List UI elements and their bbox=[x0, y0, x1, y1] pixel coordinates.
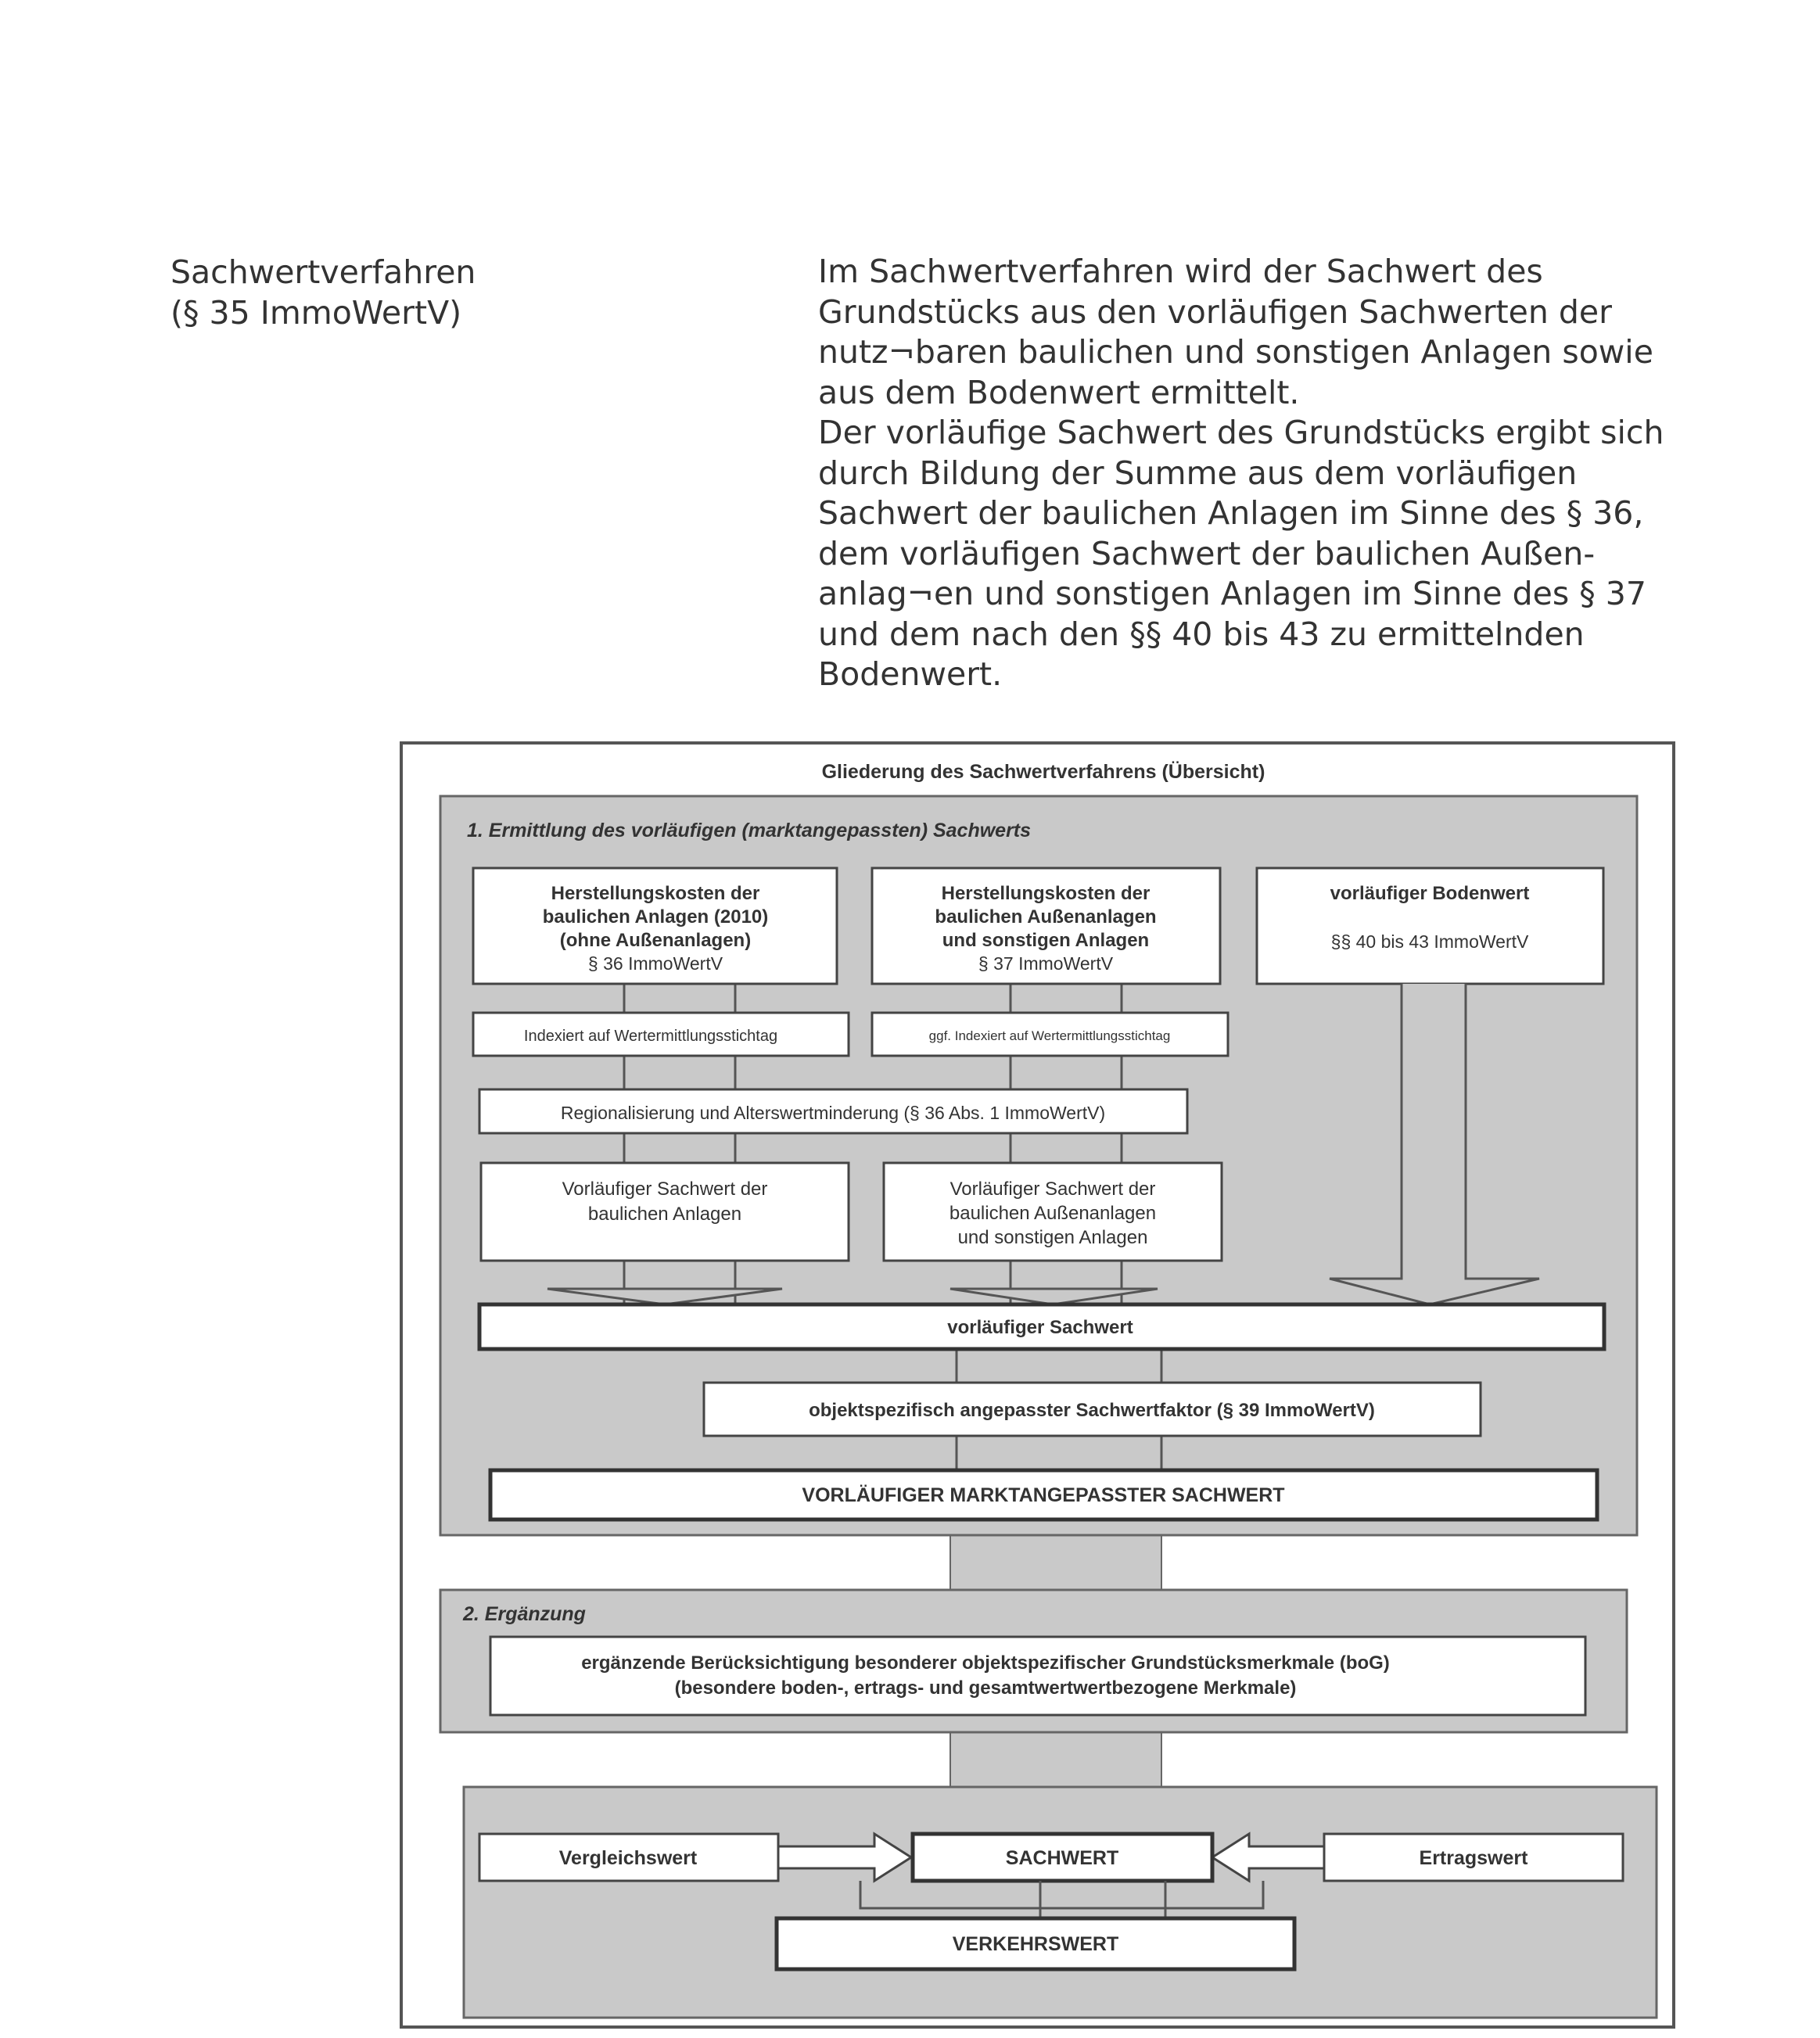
description-line: anlag¬en und sonstigen Anlagen im Sinne des § 37 bbox=[818, 575, 1646, 612]
box-vorl-sachwert-bauliche-line: Vorläufiger Sachwert der bbox=[562, 1179, 768, 1200]
box-ergaenzung-line: ergänzende Berücksichtigung besonderer objektspezifischer Grundstücksmerkmale (boG) bbox=[581, 1652, 1390, 1674]
description-line: aus dem Bodenwert ermittelt. bbox=[818, 373, 1300, 411]
box-herstellung-bauliche-line: (ohne Außenanlagen) bbox=[559, 930, 752, 951]
description-line: Bodenwert. bbox=[818, 655, 1003, 693]
description-line: Sachwert der baulichen Anlagen im Sinne des § 36, bbox=[818, 494, 1644, 532]
description-line: nutz¬baren baulichen und sonstigen Anlagen sowie bbox=[818, 333, 1653, 371]
box-herstellung-bauliche-line: baulichen Anlagen (2010) bbox=[542, 906, 769, 928]
box-vorlaeufiger-sachwert-label: vorläufiger Sachwert bbox=[947, 1317, 1133, 1338]
box-indexiert-label: Indexiert auf Wertermittlungsstichtag bbox=[523, 1028, 778, 1045]
box-vergleichswert-label: Vergleichswert bbox=[558, 1847, 698, 1869]
box-vorl-sachwert-bauliche-line: baulichen Anlagen bbox=[587, 1204, 742, 1225]
heading-reference: (§ 35 ImmoWertV) bbox=[171, 294, 462, 332]
heading-title: Sachwertverfahren bbox=[171, 253, 476, 291]
box-verkehrswert-label: VERKEHRSWERT bbox=[952, 1933, 1119, 1955]
box-bodenwert-title: vorläufiger Bodenwert bbox=[1330, 883, 1530, 904]
box-ertragswert-label: Ertragswert bbox=[1419, 1847, 1528, 1869]
box-herstellung-aussen-line: baulichen Außenanlagen bbox=[935, 906, 1157, 928]
box-marktangepasst-label: VORLÄUFIGER MARKTANGEPASSTER SACHWERT bbox=[802, 1484, 1285, 1506]
box-ergaenzung bbox=[490, 1637, 1585, 1715]
box-bodenwert-reference: §§ 40 bis 43 ImmoWertV bbox=[1330, 931, 1529, 952]
box-ergaenzung-line: (besondere boden-, ertrags- und gesamtwertwertbezogene Merkmale) bbox=[674, 1677, 1297, 1699]
description-line: dem vorläufigen Sachwert der baulichen Außen- bbox=[818, 534, 1596, 572]
box-herstellung-aussen-line: § 37 ImmoWertV bbox=[978, 953, 1114, 974]
box-herstellung-bauliche-line: Herstellungskosten der bbox=[551, 883, 760, 904]
box-sachwert-label: SACHWERT bbox=[1005, 1847, 1119, 1869]
description-line: durch Bildung der Summe aus dem vorläufigen bbox=[818, 454, 1578, 492]
diagram-title: Gliederung des Sachwertverfahrens (Übersicht) bbox=[821, 761, 1265, 783]
box-vorl-sachwert-aussen-line: Vorläufiger Sachwert der bbox=[949, 1179, 1156, 1200]
description-line: Der vorläufige Sachwert des Grundstücks ergibt sich bbox=[818, 414, 1664, 451]
description-line: Im Sachwertverfahren wird der Sachwert des bbox=[818, 253, 1543, 290]
description-line: Grundstücks aus den vorläufigen Sachwerten der bbox=[818, 292, 1613, 331]
section2-title: 2. Ergänzung bbox=[463, 1603, 586, 1625]
section3-panel bbox=[464, 1787, 1657, 2018]
box-indexiert-ggf-label: ggf. Indexiert auf Wertermittlungsstichtag bbox=[928, 1028, 1171, 1043]
box-vorl-sachwert-aussen-line: und sonstigen Anlagen bbox=[957, 1227, 1148, 1248]
box-regionalisierung-label: Regionalisierung und Alterswertminderung (§ 36 Abs. 1 ImmoWertV) bbox=[560, 1103, 1106, 1123]
connector-section1-section2 bbox=[950, 1535, 1161, 1590]
box-herstellung-aussen-line: Herstellungskosten der bbox=[941, 883, 1151, 904]
section1-title: 1. Ermittlung des vorläufigen (marktangepassten) Sachwerts bbox=[467, 820, 1032, 841]
box-herstellung-bauliche-line: § 36 ImmoWertV bbox=[587, 953, 723, 974]
box-sachwertfaktor-label: objektspezifisch angepasster Sachwertfaktor (§ 39 ImmoWertV) bbox=[809, 1400, 1375, 1421]
box-vorl-sachwert-aussen-line: baulichen Außenanlagen bbox=[949, 1203, 1157, 1224]
description-line: und dem nach den §§ 40 bis 43 zu ermittelnden bbox=[818, 615, 1585, 653]
connector-section2-section3 bbox=[950, 1732, 1161, 1787]
box-herstellung-aussen-line: und sonstigen Anlagen bbox=[942, 930, 1150, 951]
